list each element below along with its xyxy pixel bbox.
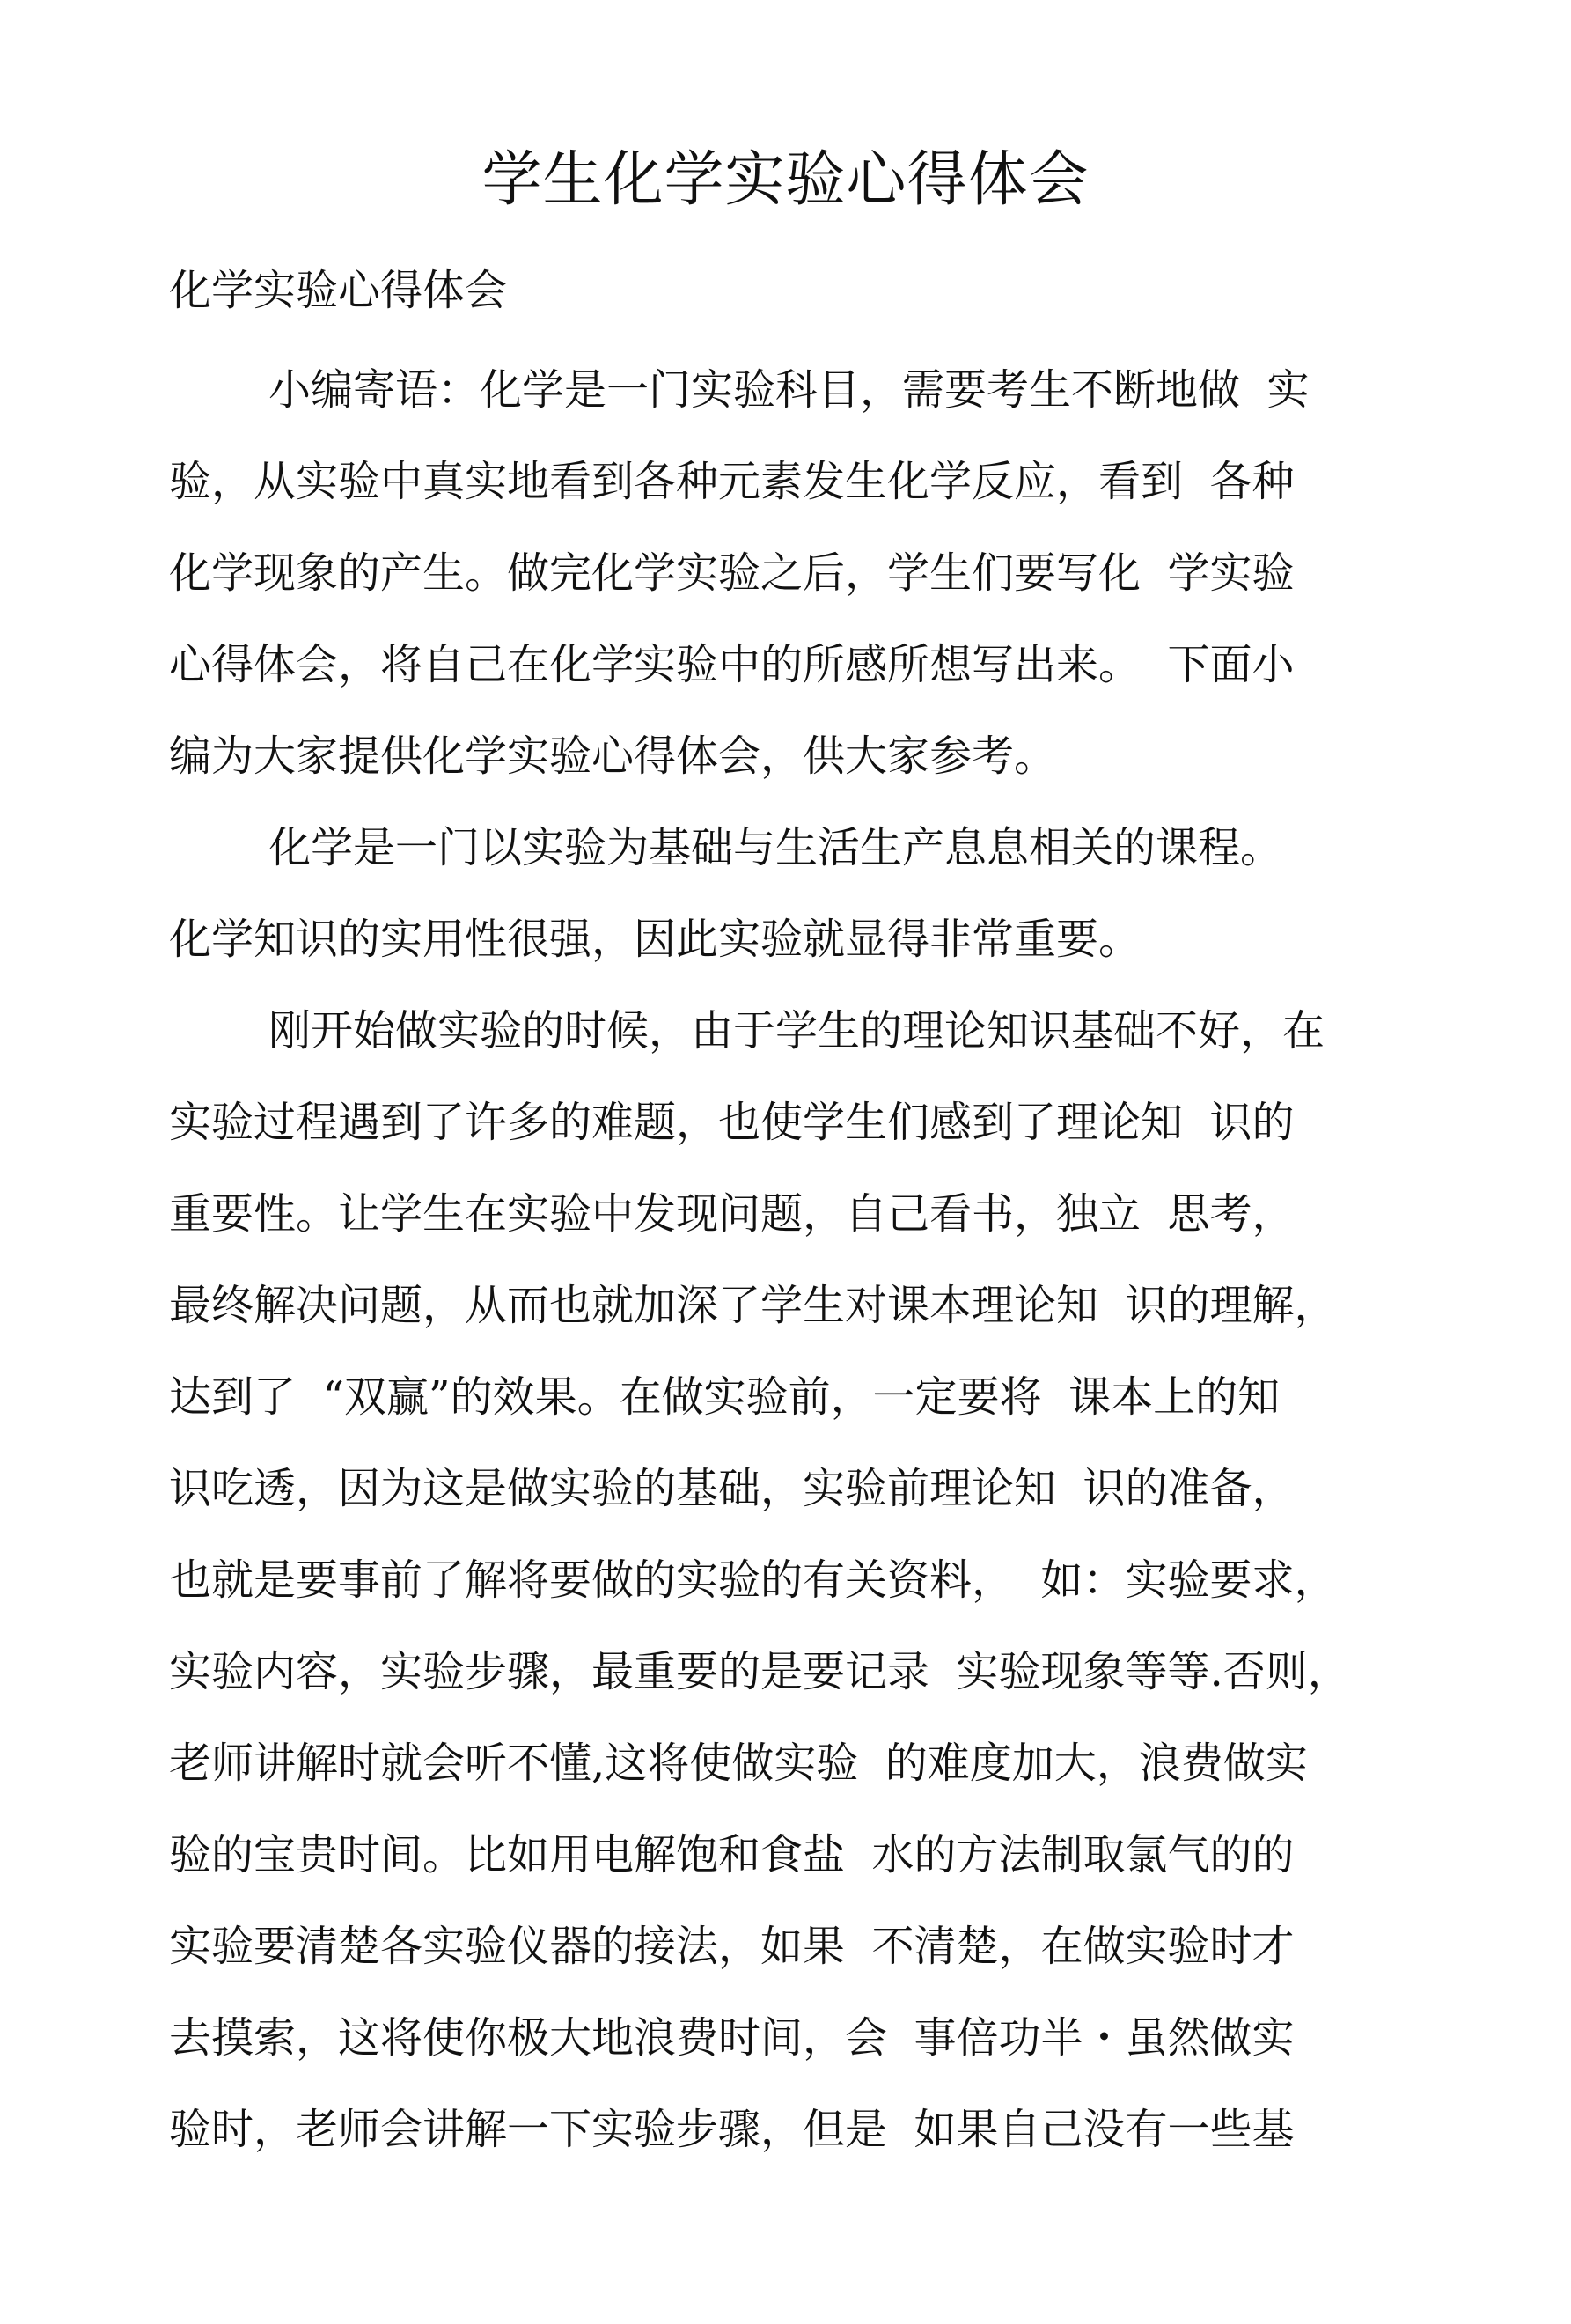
body-line: 验时，老师会讲解一下实验步骤，但是 如果自己没有一些基 [169,2105,1295,2154]
body-line: 识吃透，因为这是做实验的基础，实验前理论知 识的准备， [169,1464,1295,1513]
body-line: 也就是要事前了解将要做的实验的有关资料， 如：实验要求， [169,1555,1337,1605]
body-line: 小编寄语：化学是一门实验科目，需要考生不断地做 实 [268,365,1310,415]
body-line: 化学现象的产生。做完化学实验之后，学生们要写化 学实验 [169,548,1295,598]
body-line: 去摸索，这将使你极大地浪费时间，会 事倍功半・虽然做实 [169,2013,1295,2063]
body-line: 验，从实验中真实地看到各种元素发生化学反应，看到 各种 [169,457,1295,506]
body-line: 实验过程遇到了许多的难题，也使学生们感到了理论知 识的 [169,1098,1295,1147]
body-line: 编为大家提供化学实验心得体会，供大家参考。 [169,732,1057,781]
body-line: 心得体会，将自己在化学实验中的所感所想写出来。 下面小 [169,640,1295,689]
body-line: 刚开始做实验的时候，由于学生的理论知识基础不好，在 [268,1006,1325,1055]
body-line: 老师讲解时就会听不懂,这将使做实验 的难度加大，浪费做实 [169,1739,1308,1788]
body-line: 实验内容，实验步骤，最重要的是要记录 实验现象等等.否则， [169,1647,1350,1696]
body-line: 化学知识的实用性很强，因此实验就显得非常重要。 [169,915,1142,964]
document-title: 学生化学实验心得体会 [481,145,1090,215]
document-subheading: 化学实验心得体会 [169,266,508,315]
body-line: 重要性。让学生在实验中发现问题，自己看书，独立 思考， [169,1189,1295,1239]
body-line: 最终解决问题，从而也就加深了学生对课本理论知 识的理解， [169,1281,1337,1330]
body-line: 实验要清楚各实验仪器的接法，如果 不清楚，在做实验时才 [169,1922,1295,1971]
body-line: 化学是一门以实验为基础与生活生产息息相关的课程。 [268,823,1283,872]
body-line: 验的宝贵时间。比如用电解饱和食盐 水的方法制取氯气的的 [169,1830,1295,1879]
body-line: 达到了 “双赢”的效果。在做实验前，一定要将 课本上的知 [169,1372,1281,1422]
